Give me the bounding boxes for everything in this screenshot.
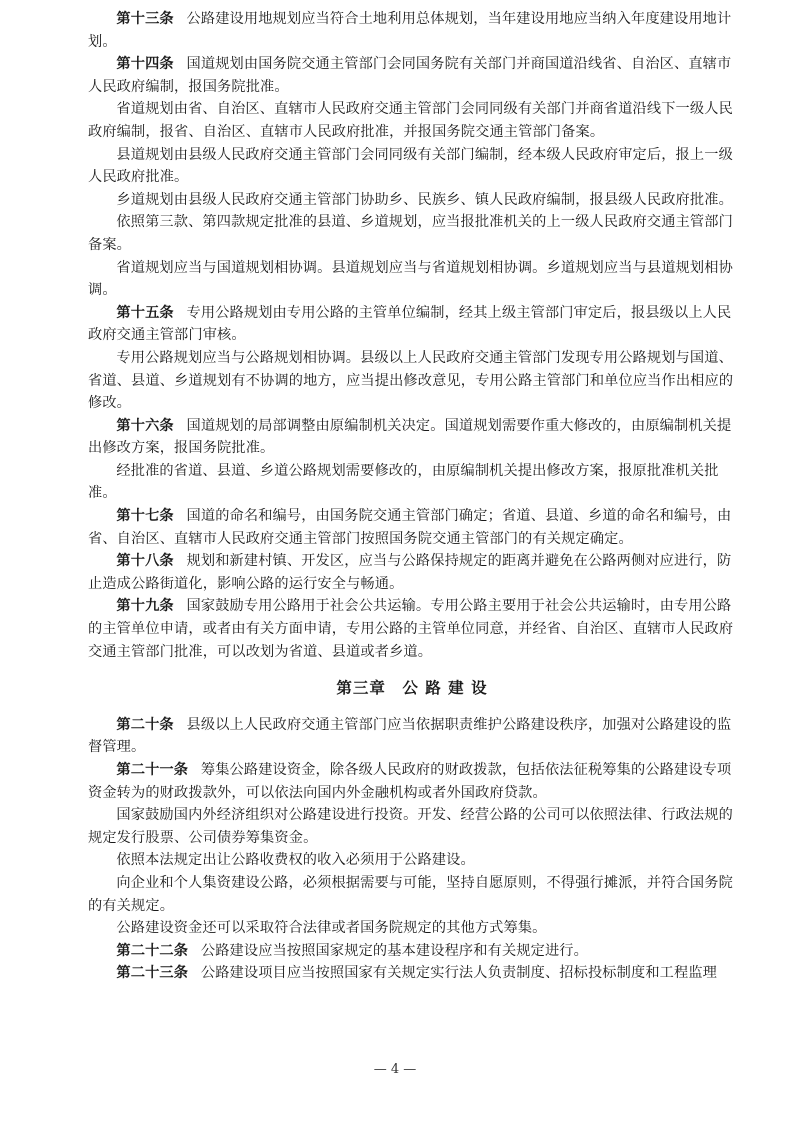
clause-paragraph: [88, 144, 736, 189]
paragraph-text: 国家鼓励国内外经济组织对公路建设进行投资。开发、经营公路的公司可以依照法律、行政法规的规定发行股票、公司债券筹集资金。: [88, 807, 733, 846]
paragraph-text: 筹集公路建设资金，除各级人民政府的财政拨款，包括依法征税筹集的公路建设专项资金转为的财政拨款外，可以依法向国内外金融机构或者外国政府贷款。: [88, 762, 732, 801]
paragraph-text: 依照第三款、第四款规定批准的县道、乡道规划，应当报批准机关的上一级人民政府交通主管部门备案。: [88, 214, 733, 253]
chapter-heading: 第三章 公 路 建 设: [336, 679, 488, 698]
article-paragraph: [88, 962, 736, 985]
article-number: 第十九条: [116, 598, 174, 615]
paragraph-text: 专用公路规划由专用公路的主管单位编制，经其上级主管部门审定后，报县级以上人民政府交通主管部门审核。: [88, 304, 732, 344]
paragraph-text: 依照本法规定出让公路收费权的收入必须用于公路建设。: [116, 852, 475, 869]
article-paragraph: [88, 759, 736, 804]
page-number: — 4 —: [373, 1062, 417, 1077]
paragraph-text: 公路建设项目应当按照国家有关规定实行法人负责制度、招标投标制度和工程监理: [200, 965, 718, 982]
paragraph-text: 国道的命名和编号，由国务院交通主管部门确定；省道、县道、乡道的命名和编号，由省、自治区、直辖市人民政府交通主管部门按照国务院交通主管部门的有关规定确定。: [88, 508, 732, 547]
clause-paragraph: [88, 347, 736, 415]
paragraph-text: 省道规划应当与国道规划相协调。县道规划应当与省道规划相协调。乡道规划应当与县道规划相协调。: [88, 259, 733, 299]
article-paragraph: [88, 940, 736, 963]
articles-section-planning: [88, 8, 736, 663]
article-paragraph: [88, 550, 736, 595]
article-paragraph: [88, 53, 736, 98]
article-number: 第十八条: [116, 553, 174, 570]
article-number: 第二十二条: [116, 942, 189, 959]
clause-paragraph: [88, 849, 736, 872]
document-body: [88, 8, 736, 985]
clause-paragraph: [88, 211, 736, 256]
article-number: 第十四条: [116, 56, 174, 73]
paragraph-text: 国家鼓励专用公路用于社会公共运输。专用公路主要用于社会公共运输时，由专用公路的主管单位申请，或者由有关方面申请，专用公路的主管单位同意，并经省、自治区、直辖市人民政府交通主管部门批准，可以改划为省道、县道或者乡道。: [88, 598, 734, 660]
articles-section-construction: [88, 714, 736, 985]
article-paragraph: [88, 415, 736, 460]
article-number: 第十三条: [116, 11, 174, 27]
article-paragraph: [88, 302, 736, 347]
clause-paragraph: [88, 189, 736, 212]
clause-paragraph: [88, 98, 736, 143]
paragraph-text: 经批准的省道、县道、乡道公路规划需要修改的，由原编制机关提出修改方案，报原批准机关批准。: [88, 462, 719, 502]
article-number: 第十五条: [116, 304, 174, 321]
article-paragraph: [88, 714, 736, 759]
paragraph-text: 公路建设资金还可以采取符合法律或者国务院规定的其他方式筹集。: [116, 920, 547, 937]
paragraph-text: 向企业和个人集资建设公路，必须根据需要与可能，坚持自愿原则，不得强行摊派，并符合国务院的有关规定。: [88, 874, 733, 914]
clause-paragraph: [88, 917, 736, 940]
clause-paragraph: [88, 872, 736, 917]
article-number: 第二十一条: [116, 762, 189, 778]
article-number: 第二十条: [116, 716, 174, 733]
paragraph-text: 县级以上人民政府交通主管部门应当依据职责维护公路建设秩序，加强对公路建设的监督管理。: [88, 716, 732, 756]
article-paragraph: [88, 595, 736, 663]
article-number: 第二十三条: [116, 965, 189, 982]
paragraph-text: 公路建设用地规划应当符合土地利用总体规划，当年建设用地应当纳入年度建设用地计划。: [88, 11, 732, 50]
paragraph-text: 规划和新建村镇、开发区，应当与公路保持规定的距离并避免在公路两侧对应进行，防止造成公路街道化，影响公路的运行安全与畅通。: [88, 553, 732, 592]
paragraph-text: 专用公路规划应当与公路规划相协调。县级以上人民政府交通主管部门发现专用公路规划与国道、省道、县道、乡道规划有不协调的地方，应当提出修改意见，专用公路主管部门和单位应当作出相应的修改。: [88, 349, 734, 412]
paragraph-text: 国道规划的局部调整由原编制机关决定。国道规划需要作重大修改的，由原编制机关提出修改方案，报国务院批准。: [88, 417, 732, 457]
clause-paragraph: [88, 460, 736, 505]
paragraph-text: 国道规划由国务院交通主管部门会同国务院有关部门并商国道沿线省、自治区、直辖市人民政府编制，报国务院批准。: [88, 56, 732, 95]
clause-paragraph: [88, 257, 736, 302]
article-paragraph: [88, 8, 736, 53]
article-number: 第十七条: [116, 508, 174, 525]
paragraph-text: 公路建设应当按照国家规定的基本建设程序和有关规定进行。: [200, 942, 588, 959]
paragraph-text: 乡道规划由县级人民政府交通主管部门协助乡、民族乡、镇人民政府编制，报县级人民政府批准。: [116, 191, 733, 208]
article-number: 第十六条: [116, 417, 174, 434]
clause-paragraph: [88, 804, 736, 849]
article-paragraph: [88, 505, 736, 550]
paragraph-text: 省道规划由省、自治区、直辖市人民政府交通主管部门会同同级有关部门并商省道沿线下一级人民政府编制，报省、自治区、直辖市人民政府批准，并报国务院交通主管部门备案。: [88, 101, 733, 140]
paragraph-text: 县道规划由县级人民政府交通主管部门会同同级有关部门编制，经本级人民政府审定后，报上一级人民政府批准。: [88, 146, 733, 186]
